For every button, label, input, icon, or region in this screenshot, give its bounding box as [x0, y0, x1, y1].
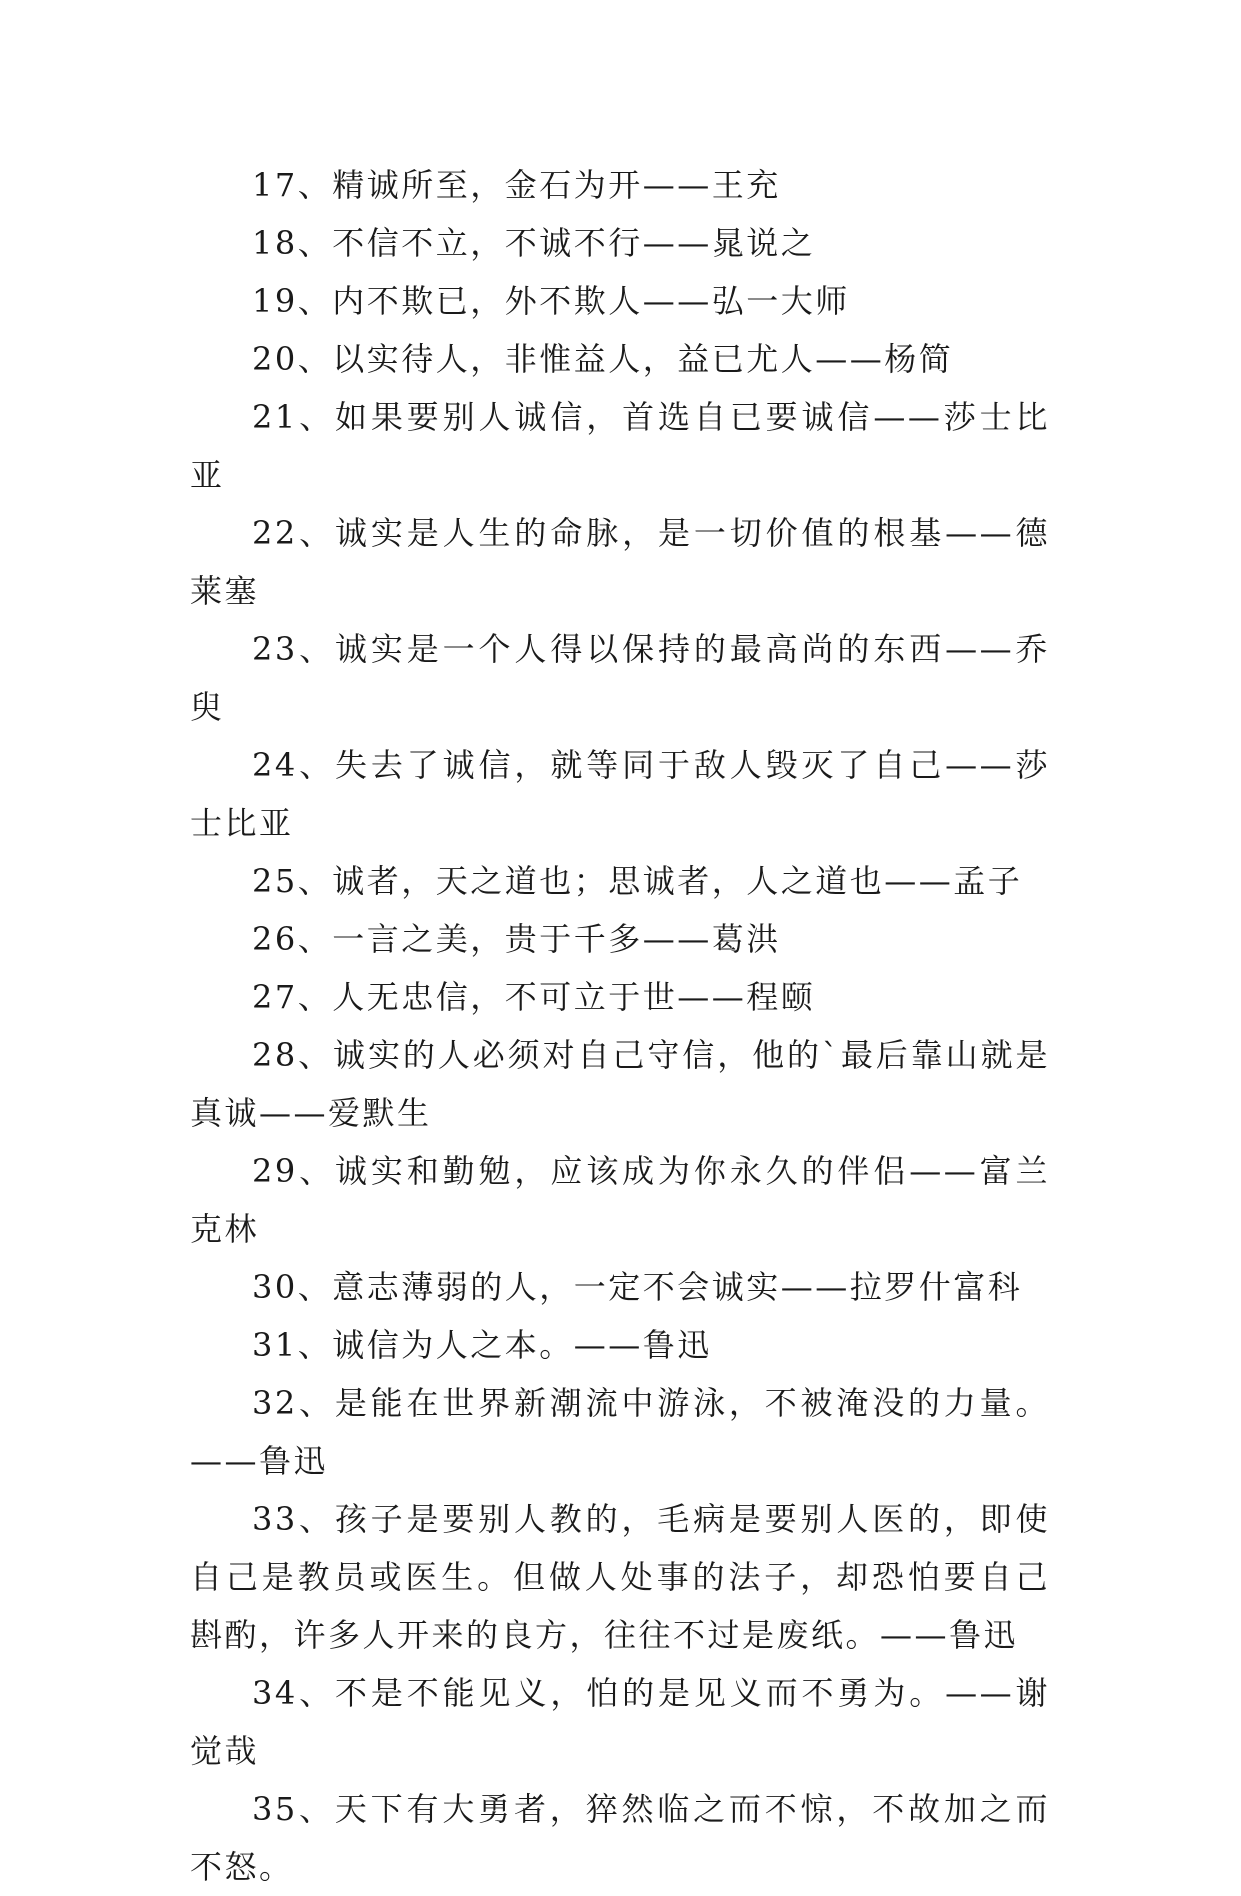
quote-35: 35、天下有大勇者，猝然临之而不惊，不故加之而不怒。	[190, 1790, 1050, 1886]
quote-19: 19、内不欺已，外不欺人——弘一大师	[252, 282, 850, 320]
quote-34: 34、不是不能见义，怕的是见义而不勇为。——谢觉哉	[190, 1674, 1050, 1770]
quote-31: 31、诚信为人之本。——鲁迅	[252, 1326, 712, 1364]
quote-29: 29、诚实和勤勉，应该成为你永久的伴侣——富兰克林	[190, 1152, 1050, 1248]
quote-list	[190, 156, 1050, 1896]
quote-32: 32、是能在世界新潮流中游泳，不被淹没的力量。——鲁迅	[190, 1384, 1050, 1480]
quote-30: 30、意志薄弱的人，一定不会诚实——拉罗什富科	[252, 1268, 1023, 1306]
quote-27: 27、人无忠信，不可立于世——程颐	[252, 978, 816, 1016]
quote-20: 20、以实待人，非惟益人，益已尤人——杨简	[252, 340, 954, 378]
quote-28: 28、诚实的人必须对自己守信，他的`最后靠山就是真诚——爱默生	[190, 1036, 1050, 1132]
quote-25: 25、诚者，天之道也；思诚者，人之道也——孟子	[252, 862, 1023, 900]
quote-18: 18、不信不立，不诚不行——晁说之	[252, 224, 816, 262]
quote-21: 21、如果要别人诚信，首选自已要诚信——莎士比亚	[190, 398, 1050, 494]
quote-17: 17、精诚所至，金石为开——王充	[252, 166, 781, 204]
quote-24: 24、失去了诚信，就等同于敌人毁灭了自己——莎士比亚	[190, 746, 1050, 842]
quote-22: 22、诚实是人生的命脉，是一切价值的根基——德莱塞	[190, 514, 1050, 610]
quote-26: 26、一言之美，贵于千多——葛洪	[252, 920, 781, 958]
quote-23: 23、诚实是一个人得以保持的最高尚的东西——乔臾	[190, 630, 1050, 726]
quote-33: 33、孩子是要别人教的，毛病是要别人医的，即使自己是教员或医生。但做人处事的法子，却恐怕要自己斟酌，许多人开来的良方，往往不过是废纸。——鲁迅	[190, 1500, 1050, 1654]
